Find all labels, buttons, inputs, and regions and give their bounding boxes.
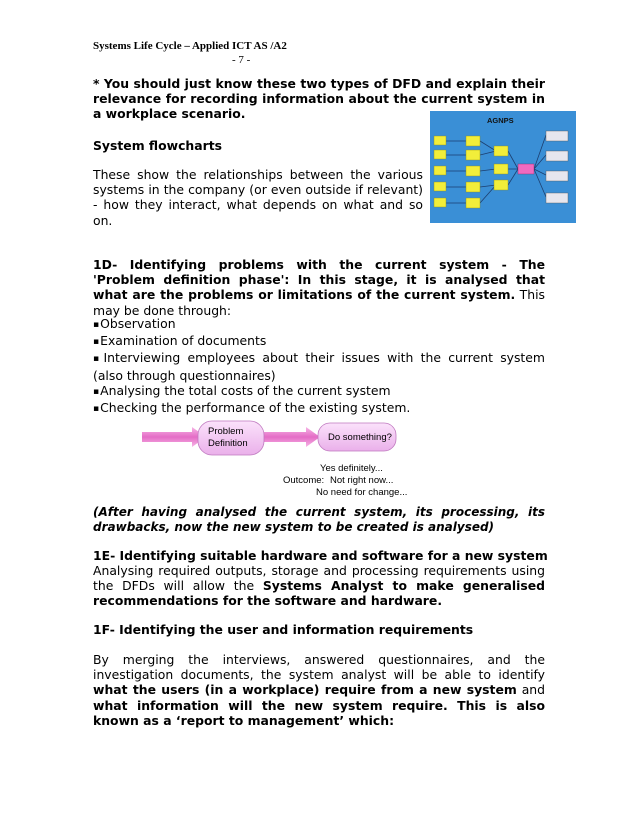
section-1f-b2: what information will the new system require. This is also known as a ‘report to management’ which: [93, 697, 545, 728]
page-number: - 7 - [232, 54, 251, 66]
section-1e-text [93, 563, 545, 609]
outcome-option-3: No need for change... [316, 487, 408, 498]
arrow-in [142, 427, 206, 447]
section-1e-text-a: Analysing required outputs, storage and processing requirements using the DFDs will allow the [93, 563, 545, 594]
section-1d-heading: 1D- Identifying problems with the current system - The 'Problem definition phase': In this stage, it is analysed that what are the problems or limitations of the current system. [93, 257, 545, 303]
arrow-middle [262, 427, 320, 447]
flowcharts-text: These show the relationships between the various systems in the company (or even outside if relevant) - how they interact, what depends on what and so on. [93, 167, 423, 228]
problem-definition-line2: Definition [208, 438, 248, 449]
section-1f-b1: what the users (in a workplace) require from a new system [93, 682, 517, 698]
list-item: ▪ Observation [93, 316, 545, 333]
outcome-option-2: Not right now... [330, 475, 394, 486]
list-item: ▪ Examination of documents [93, 333, 545, 350]
section-1f-t1: By merging the interviews, answered questionnaires, and the investigation documents, the system analyst will be able to identify [93, 652, 545, 683]
problem-definition-line1: Problem [208, 426, 244, 437]
investigation-methods-list [93, 316, 545, 417]
outcome-option-1: Yes definitely... [320, 463, 383, 474]
analysis-note: (After having analysed the current system, its processing, its drawbacks, now the new system to be created is analysed) [93, 505, 545, 535]
outcome-label: Outcome: [283, 475, 325, 486]
section-1d-text [93, 257, 545, 318]
section-1e-text-bold: Systems Analyst to make generalised recommendations for the software and hardware. [93, 578, 545, 609]
section-1f-text [93, 652, 545, 728]
flowchart-image-label: AGNPS [487, 116, 514, 125]
section-1f-t2: and [516, 682, 546, 698]
list-item: ▪ Interviewing employees about their issues with the current system (also through questionnaires) [93, 350, 545, 382]
decision-label: Do something? [328, 432, 392, 443]
section-1f-heading: 1F- Identifying the user and information requirements [93, 622, 474, 637]
page-header: Systems Life Cycle – Applied ICT AS /A2 [93, 40, 287, 52]
flowcharts-heading: System flowcharts [93, 138, 223, 153]
flowchart-image [430, 111, 576, 223]
list-item: ▪ Checking the performance of the existing system. [93, 400, 545, 417]
list-item: ▪ Analysing the total costs of the current system [93, 383, 545, 400]
section-1e-heading: 1E- Identifying suitable hardware and software for a new system [93, 548, 548, 563]
section-1d-rest: This may be done through: [93, 287, 546, 318]
intro-note: * You should just know these two types of DFD and explain their relevance for recording information about the current system in a workplace scenario. [93, 76, 545, 122]
